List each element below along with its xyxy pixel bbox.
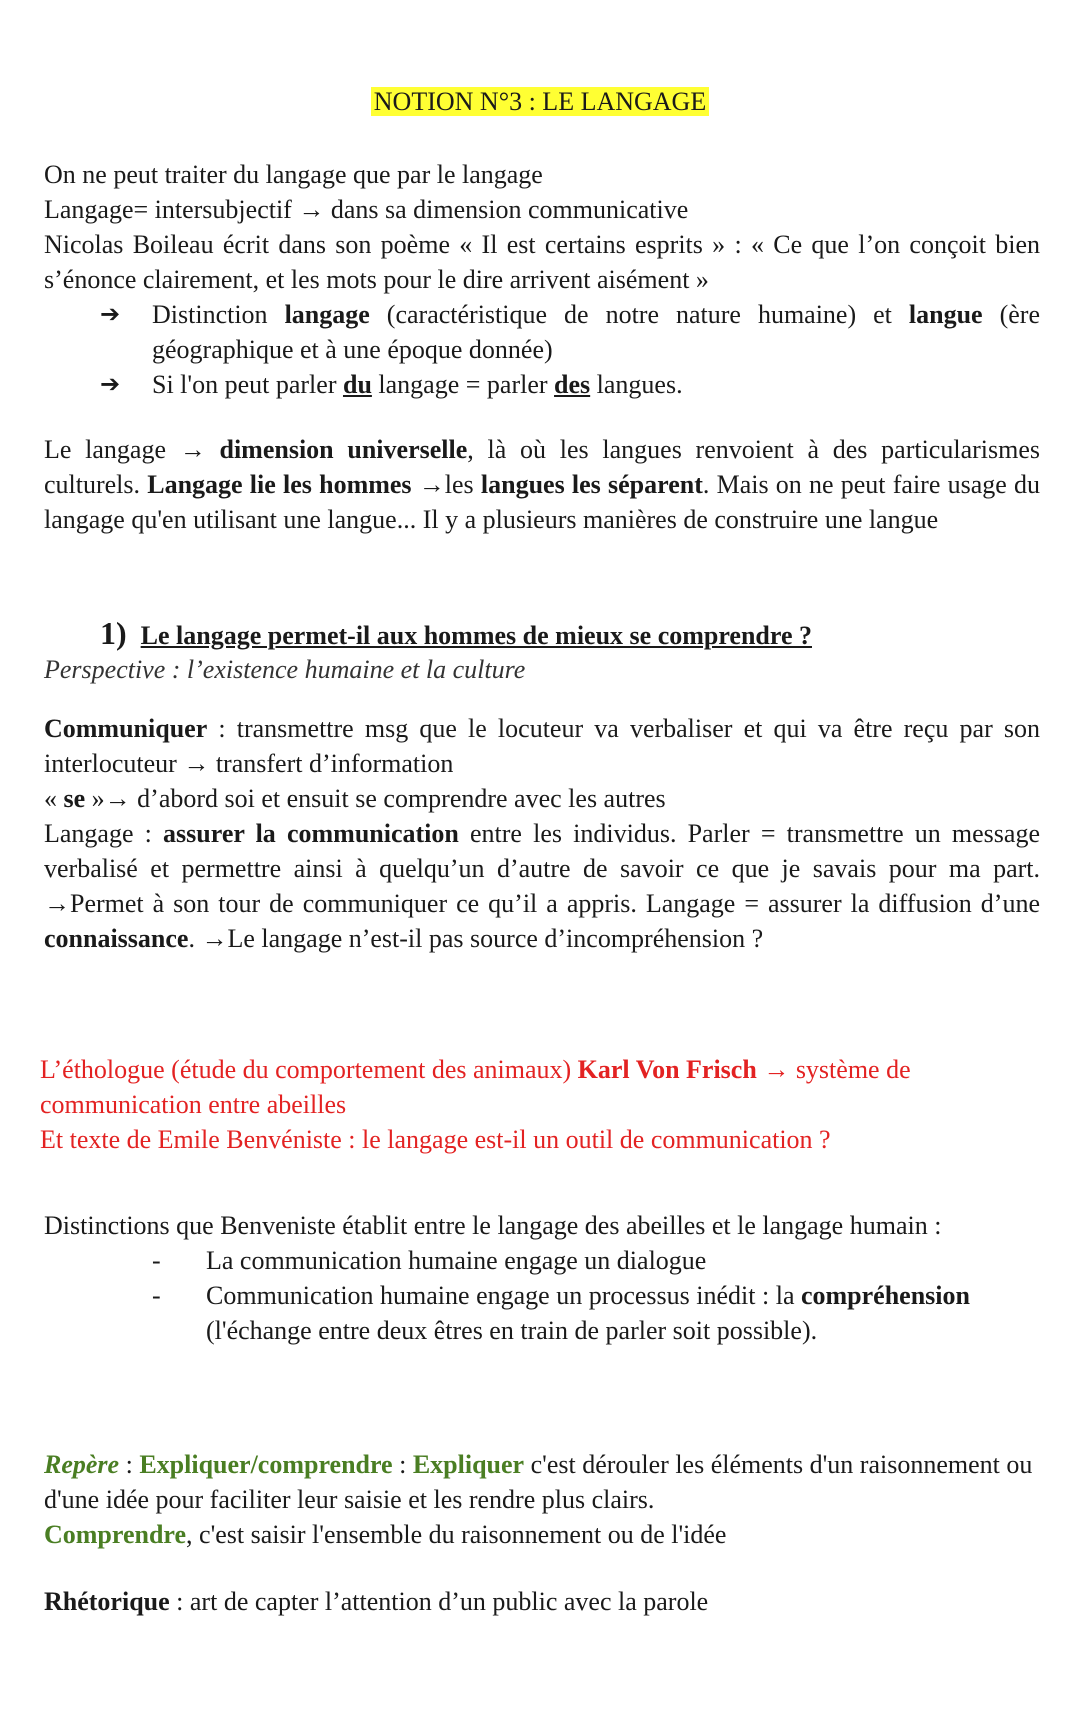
section-number: 1) xyxy=(100,615,127,651)
repere-label: Repère xyxy=(44,1450,120,1479)
benveniste-intro: Distinctions que Benveniste établit entre le langage des abeilles et le langage humain : xyxy=(44,1211,942,1240)
intro-block xyxy=(44,157,1040,402)
bullet-parler: ➔ Si l'on peut parler du langage = parler des langues. xyxy=(44,367,1040,402)
paragraph-repere: Repère : Expliquer/comprendre : Expliquer c'est dérouler les éléments d'un raisonnement ou d'une idée pour faciliter leur saisie et les rendre plus clairs. Comprendre, c'est saisir l'ensemble du raisonnement ou de l'idée xyxy=(44,1450,1033,1549)
section-heading xyxy=(100,616,812,653)
intro-line-1: On ne peut traiter du langage que par le langage xyxy=(44,160,543,189)
section-title: Le langage permet-il aux hommes de mieux se comprendre ? xyxy=(140,621,812,650)
paragraph-langage-universel: Le langage → dimension universelle, là où les langues renvoient à des particularismes culturels. Langage lie les hommes →les langues les séparent. Mais on ne peut faire usage du langage qu'en utilisant une langue... Il y a plusieurs manières de construire une langue xyxy=(44,435,1041,534)
intro-line-3: Nicolas Boileau écrit dans son poème « Il est certains esprits » : « Ce que l’on conçoit bien s’énonce clairement, et les mots pour le dire arrivent aisément » xyxy=(44,230,1040,294)
section-perspective: Perspective : l’existence humaine et la culture xyxy=(44,655,526,684)
bullet-distinction: ➔ Distinction langage (caractéristique de notre nature humaine) et langue (ère géographique et à une époque donnée) xyxy=(44,297,1040,367)
list-item: - Communication humaine engage un processus inédit : la compréhension (l'échange entre deux êtres en train de parler soit possible). xyxy=(152,1281,970,1345)
paragraph-benveniste xyxy=(44,1208,1040,1348)
red-note-block: L’éthologue (étude du comportement des animaux) Karl Von Frisch → système de communication entre abeilles Et texte de Emile Benvéniste : le langage est-il un outil de communication ? xyxy=(40,1055,911,1154)
paragraph-rhetorique: Rhétorique : art de capter l’attention d’un public avec la parole xyxy=(44,1587,709,1616)
arrow-bullet-icon: ➔ xyxy=(100,300,121,328)
intro-line-2: Langage= intersubjectif → dans sa dimension communicative xyxy=(44,195,689,224)
page-title: NOTION N°3 : LE LANGAGE xyxy=(371,87,709,116)
paragraph-communiquer: Communiquer : transmettre msg que le locuteur va verbaliser et qui va être reçu par son interlocuteur → transfert d’information « se »→ d’abord soi et ensuit se comprendre avec les autres Langage : assurer la communication entre les individus. Parler = transmettre un message verbalisé et permettre ainsi à quelqu’un d’autre de savoir ce que je savais pour ma part. →Permet à son tour de communiquer ce qu’il a appris. Langage = assurer la diffusion d’une connaissance. →Le langage n’est-il pas source d’incompréhension ? xyxy=(44,714,1040,953)
list-item: - La communication humaine engage un dialogue xyxy=(152,1246,707,1275)
arrow-bullet-icon: ➔ xyxy=(100,370,121,398)
